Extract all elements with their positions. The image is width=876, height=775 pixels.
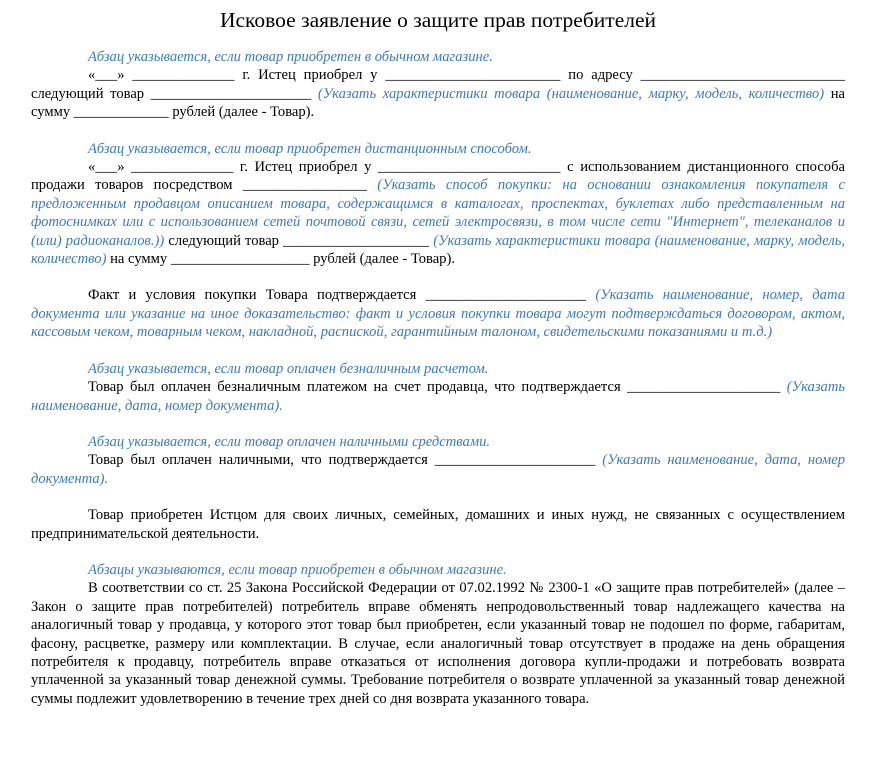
personal-use-paragraph: Товар приобретен Истцом для своих личных, семейных, домашних и иных нужд, не связанных с осуществлением предпринимательской деятельности. [31,507,845,542]
proof-paragraph [31,286,845,341]
purchase-line: «___» ______________ г. Истец приобрел у _________________________ с использованием дистанционного способа продажи товаров посредством _________________ [31,159,845,194]
proof-hint: (Указать наименование, номер, дата документа или указание на иное доказательство: факт и условия покупки товара могут подтверждаться договором, актом, кассовым чеком, товарным чеком, накладной, распиской, гарантийным талоном, свидетельскими показаниями и т.д.) [31,287,845,341]
law-paragraph: В соответствии со ст. 25 Закона Российской Федерации от 07.02.1992 № 2300-1 «О защите прав потребителей» (далее – Закон о защите прав потребителей) потребитель вправе обменять непродовольственный товар надлежащего качества на аналогичный товар у продавца, у которого этот товар был приобретен, если указанный товар не подошел по форме, габаритам, фасону, расцветке, размеру или комплектации. В случае, если аналогичный товар отсутствует в продаже на день обращения потребителя к продавцу, потребитель вправе отказаться от исполнения договора купли-продажи и потребовать возврата уплаченной за указанный товар денежной суммы. Требование потребителя о возврате уплаченной за указанный товар денежной суммы подлежит удовлетворению в течение трех дней со дня возврата указанного товара. [31,580,845,707]
sum-line: на сумму ___________________ рублей (далее - Товар). [110,251,455,268]
sum-line: на сумму _____________ рублей (далее - Товар). [31,85,845,121]
payment-paragraph [31,451,845,488]
method-hint: (Указать способ покупки: на основании ознакомления покупателя с предложенным продавцом описанием товара, содержащимся в каталогах, проспектах, буклетах либо представленным на фотоснимках или с использованием сетей почтовой связи, сетей электросвязи, в том числе сети "Интернет", телеканалов и (или) радиоканалов.)) [31,177,845,249]
section-note: Абзац указывается, если товар оплачен наличными средствами. [88,433,491,450]
section-personal-use [31,506,845,543]
section-law-reference [31,561,845,708]
purchase-paragraph [31,158,845,268]
payment-paragraph [31,378,845,415]
goods-line: следующий товар ____________________ [168,232,430,249]
section-cashless-payment [31,360,845,415]
payment-line: Товар был оплачен наличными, что подтверждается ______________________ [88,452,596,469]
document-title: Исковое заявление о защите прав потребителей [219,8,657,32]
section-ordinary-store [31,48,845,122]
goods-hint: (Указать характеристики товара (наименование, марку, модель, количество) [317,85,825,102]
section-note: Абзацы указываются, если товар приобретен в обычном магазине. [88,561,507,578]
section-note: Абзац указывается, если товар оплачен безналичным расчетом. [88,360,489,377]
section-cash-payment [31,433,845,488]
section-remote-purchase [31,140,845,269]
payment-line: Товар был оплачен безналичным платежом на счет продавца, что подтверждается _____________________ [88,379,781,396]
goods-line: следующий товар ______________________ [31,85,312,102]
payment-hint: (Указать наименование, дата, номер документа). [31,379,846,414]
proof-line: Факт и условия покупки Товара подтверждается ______________________ [88,287,587,304]
goods-hint: (Указать характеристики товара (наименование, марку, модель, количество) [31,232,846,268]
payment-hint: (Указать наименование, дата, номер документа). [31,452,845,487]
section-note: Абзац указывается, если товар приобретен в обычном магазине. [88,49,493,65]
purchase-paragraph [31,66,845,121]
section-note: Абзац указывается, если товар приобретен дистанционным способом. [88,140,532,157]
purchase-line: «___» ______________ г. Истец приобрел у ________________________ по адресу ____________________________ [88,67,845,84]
section-purchase-proof [31,286,845,341]
